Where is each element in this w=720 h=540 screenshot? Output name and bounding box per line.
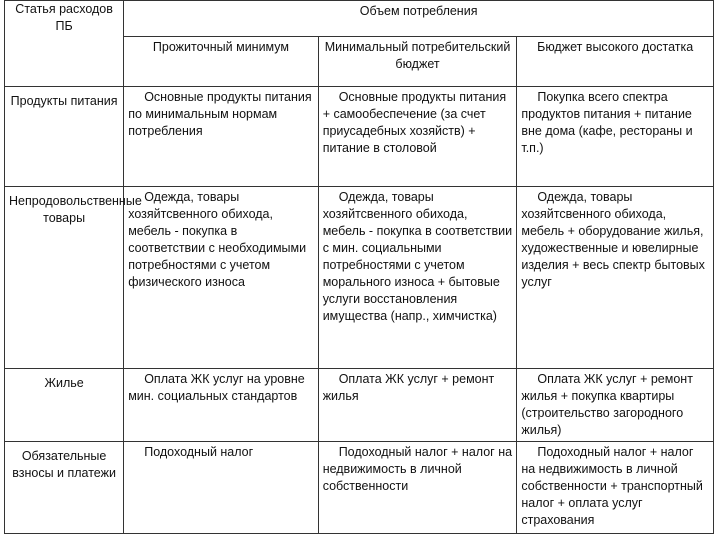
table-cell: Одежда, товары хозяйтсвенного обихода, мебель + оборудование жилья, художественные и ювелирные изделия + весь спектр бытовых услуг — [517, 187, 714, 369]
table-cell: Подоходный налог + налог на недвижимость в личной собственности + транспортный налог + оплата услуг страхования — [517, 442, 714, 534]
table-row — [5, 187, 714, 369]
header-col-min-budget: Минимальный потребительский бюджет — [318, 37, 517, 87]
table-row — [5, 442, 714, 534]
table-cell: Оплата ЖК услуг + ремонт жилья + покупка квартиры (строительство загородного жилья) — [517, 369, 714, 442]
table-cell: Оплата ЖК услуг на уровне мин. социальных стандартов — [124, 369, 318, 442]
header-col-high-budget: Бюджет высокого достатка — [517, 37, 714, 87]
budget-table — [4, 0, 714, 534]
row-category: Жилье — [5, 369, 124, 442]
row-category: Непродовольственные товары — [5, 187, 124, 369]
header-category: Статья расходов ПБ — [5, 1, 124, 87]
table-cell: Основные продукты питания по минимальным нормам потребления — [124, 87, 318, 187]
table-cell: Подоходный налог + налог на недвижимость в личной собственности — [318, 442, 517, 534]
table-row — [5, 369, 714, 442]
header-col-subsistence: Прожиточный минимум — [124, 37, 318, 87]
table-cell: Оплата ЖК услуг + ремонт жилья — [318, 369, 517, 442]
table-cell: Покупка всего спектра продуктов питания + питание вне дома (кафе, рестораны и т.п.) — [517, 87, 714, 187]
table-cell: Основные продукты питания + самообеспечение (за счет приусадебных хозяйств) + питание в столовой — [318, 87, 517, 187]
header-group: Объем потребления — [124, 1, 714, 37]
table-cell: Одежда, товары хозяйтсвенного обихода, мебель - покупка в соответствии с мин. социальными потребностями с учетом морального износа + бытовые услуги восстановления имущества (напр., химчистка) — [318, 187, 517, 369]
row-category: Обязательные взносы и платежи — [5, 442, 124, 534]
table-cell: Подоходный налог — [124, 442, 318, 534]
row-category: Продукты питания — [5, 87, 124, 187]
table-cell: Одежда, товары хозяйтсвенного обихода, мебель - покупка в соответствии с необходимыми потребностями с учетом физического износа — [124, 187, 318, 369]
table-row — [5, 87, 714, 187]
